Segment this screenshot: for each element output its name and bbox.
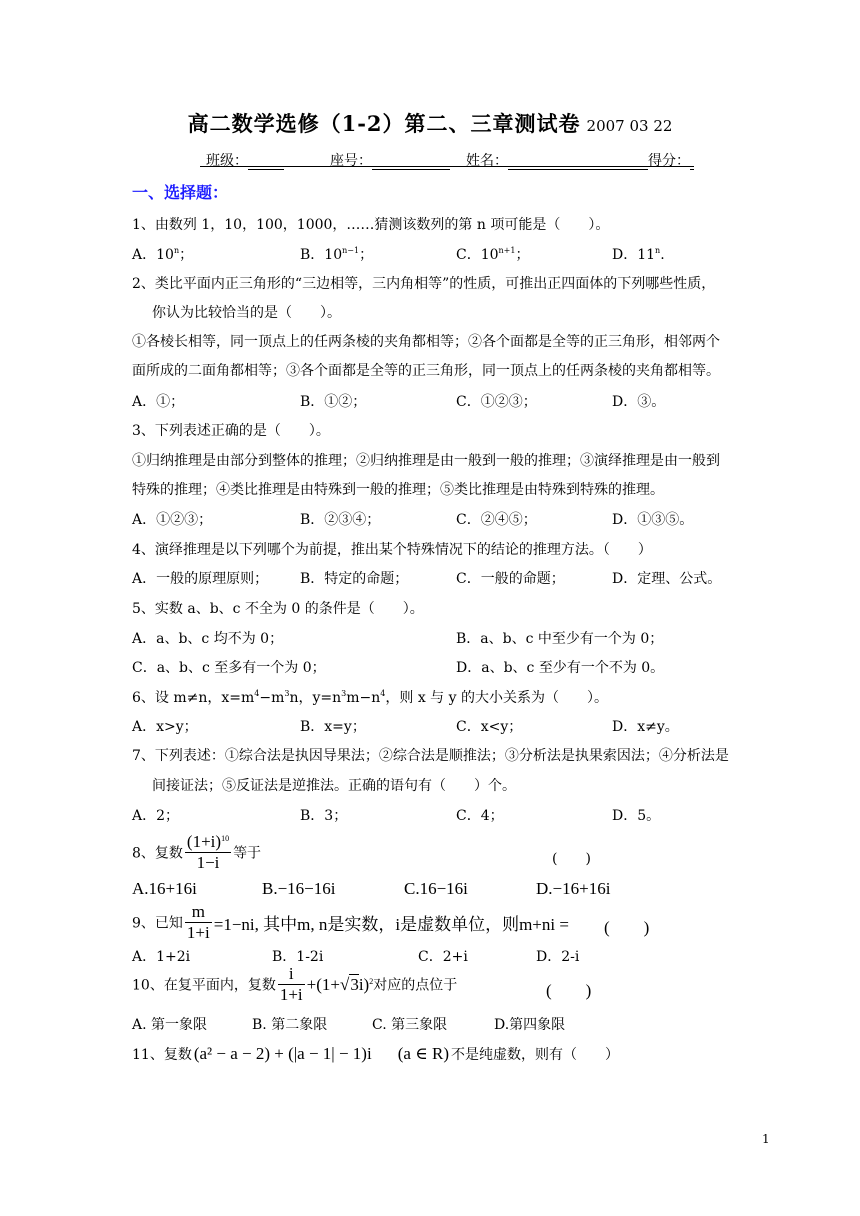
q1-option-d: D．11$^n$. xyxy=(612,246,665,263)
q7-stem-line1: 7、下列表述：①综合法是执因导果法；②综合法是顺推法；③分析法是执果索因法；④分析法是 xyxy=(132,748,729,764)
q8-answer-paren: ( ) xyxy=(552,851,591,867)
q5-option-d: D．a、b、c 至少有一个不为 0。 xyxy=(456,660,665,676)
seat-blank xyxy=(372,155,450,170)
q10-option-d: D.第四象限 xyxy=(494,1017,566,1033)
info-name: 姓名： xyxy=(466,150,648,170)
q2-option-b: B．①②； xyxy=(300,394,367,410)
info-underline xyxy=(200,166,694,167)
q8-option-b: B.−16−16i xyxy=(262,879,336,898)
q10-option-c: C. 第三象限 xyxy=(372,1017,448,1033)
q8-fraction: $\frac{(1+i)^{10}}{1-i}$ xyxy=(186,832,230,872)
q2-stem-line2: 你认为比较恰当的是（ ）。 xyxy=(152,305,341,321)
q10-stem: 10、在复平面内，复数 $\frac{i}{1+i}$ $+(1+√3i)^2$对应的点位于 xyxy=(132,964,458,1004)
q3-option-c: C．②④⑤； xyxy=(456,512,537,528)
q6-option-d: D．x≠y。 xyxy=(612,719,679,735)
q7-stem-line2: 间接证法；⑤反证法是逆推法。正确的语句有（ ）个。 xyxy=(152,778,516,794)
q6-stem: 6、设 m≠n，$x=m^4-m^3n$，$y=n^3m-n^4$，则 x 与 y 的大小关系为（ ）。 xyxy=(132,689,608,706)
q3-detail-line1: ①归纳推理是由部分到整体的推理；②归纳推理是由一般到一般的推理；③演绎推理是由一般到 xyxy=(132,453,720,469)
q3-stem: 3、下列表述正确的是（ ）。 xyxy=(132,423,330,439)
q8-stem: 8、复数 $\frac{(1+i)^{10}}{1-i}$ 等于 xyxy=(132,832,262,872)
q7-option-b: B．3； xyxy=(300,808,348,824)
q2-stem-line1: 2、类比平面内正三角形的“三边相等，三内角相等”的性质，可推出正四面体的下列哪些性质， xyxy=(132,276,716,292)
q7-option-a: A．2； xyxy=(132,808,180,824)
class-blank xyxy=(248,155,284,170)
info-score: 得分： xyxy=(648,150,694,170)
q9-answer-paren: ( ) xyxy=(604,918,650,937)
q9-option-d: D．2-i xyxy=(536,949,580,965)
q9-option-a: A．1+2i xyxy=(132,949,191,965)
q9-option-c: C．2+i xyxy=(418,949,468,965)
q9-stem: 9、已知 $\frac{m}{1+i}$ =1−ni, 其中m, n是实数，i是虚数单位，则m+ni = xyxy=(132,902,569,942)
q5-option-a: A．a、b、c 均不为 0； xyxy=(132,631,284,647)
q7-option-c: C．4； xyxy=(456,808,504,824)
q9-option-b: B．1-2i xyxy=(272,949,324,965)
name-blank xyxy=(508,155,648,170)
q6-option-c: C．x<y； xyxy=(456,719,523,735)
q3-option-b: B．②③④； xyxy=(300,512,381,528)
q1-option-a: A．10$^n$； xyxy=(132,246,194,263)
info-seat: 座号： xyxy=(330,150,450,170)
q4-option-c: C．一般的命题； xyxy=(456,571,565,587)
q10-option-a: A. 第一象限 xyxy=(132,1017,208,1033)
section-heading: 一、选择题： xyxy=(132,183,229,202)
q5-stem: 5、实数 a、b、c 不全为 0 的条件是（ ）。 xyxy=(132,601,424,617)
q4-option-b: B．特定的命题； xyxy=(300,571,409,587)
q11-stem: 11、复数 (a² − a − 2) + (|a − 1| − 1)i (a ∈ R) 不是纯虚数，则有（ ） xyxy=(132,1044,619,1063)
q5-option-c: C．a、b、c 至多有一个为 0； xyxy=(132,660,326,676)
q1-option-b: B．$10^{n-1}$； xyxy=(300,246,374,263)
q1-stem: 1、由数列 1，10，100，1000，……猜测该数列的第 n 项可能是（ ）。 xyxy=(132,217,610,233)
q2-detail-line1: ①各棱长相等，同一顶点上的任两条棱的夹角都相等；②各个面都是全等的正三角形，相邻两个 xyxy=(132,334,720,350)
q8-option-c: C.16−16i xyxy=(404,879,468,898)
q10-fraction: $\frac{i}{1+i}$ xyxy=(279,964,303,1004)
q2-detail-line2: 面所成的二面角都相等；③各个面都是全等的正三角形，同一顶点上的任两条棱的夹角都相等。 xyxy=(132,363,720,379)
q2-option-a: A．①； xyxy=(132,394,185,410)
q10-option-b: B. 第二象限 xyxy=(252,1017,328,1033)
q10-answer-paren: ( ) xyxy=(546,981,592,1000)
q3-option-a: A．①②③； xyxy=(132,512,213,528)
q8-option-a: A.16+16i xyxy=(132,879,197,898)
page-number: 1 xyxy=(762,1132,770,1146)
q6-option-b: B．x=y； xyxy=(300,719,366,735)
q1-option-c: C．$10^{n+1}$； xyxy=(456,246,530,263)
q4-stem: 4、演绎推理是以下列哪个为前提，推出某个特殊情况下的结论的推理方法。（ ） xyxy=(132,542,652,558)
q3-detail-line2: 特殊的推理；④类比推理是由特殊到一般的推理；⑤类比推理是由特殊到特殊的推理。 xyxy=(132,482,664,498)
q4-option-a: A．一般的原理原则； xyxy=(132,571,269,587)
q2-option-c: C．①②③； xyxy=(456,394,537,410)
exam-title xyxy=(0,108,860,138)
q3-option-d: D．①③⑤。 xyxy=(612,512,694,528)
title-date: 2007 03 22 xyxy=(586,117,673,135)
q4-option-d: D．定理、公式。 xyxy=(612,571,722,587)
info-class: 班级： xyxy=(206,150,284,170)
q9-fraction: $\frac{m}{1+i}$ xyxy=(186,902,210,942)
title-text: 高二数学选修（1-2）第二、三章测试卷 xyxy=(187,111,581,136)
q5-option-b: B．a、b、c 中至少有一个为 0； xyxy=(456,631,664,647)
q7-option-d: D．5。 xyxy=(612,808,661,824)
q8-option-d: D.−16+16i xyxy=(536,879,611,898)
q6-option-a: A．x>y； xyxy=(132,719,198,735)
q2-option-d: D．③。 xyxy=(612,394,666,410)
score-blank xyxy=(690,155,694,170)
